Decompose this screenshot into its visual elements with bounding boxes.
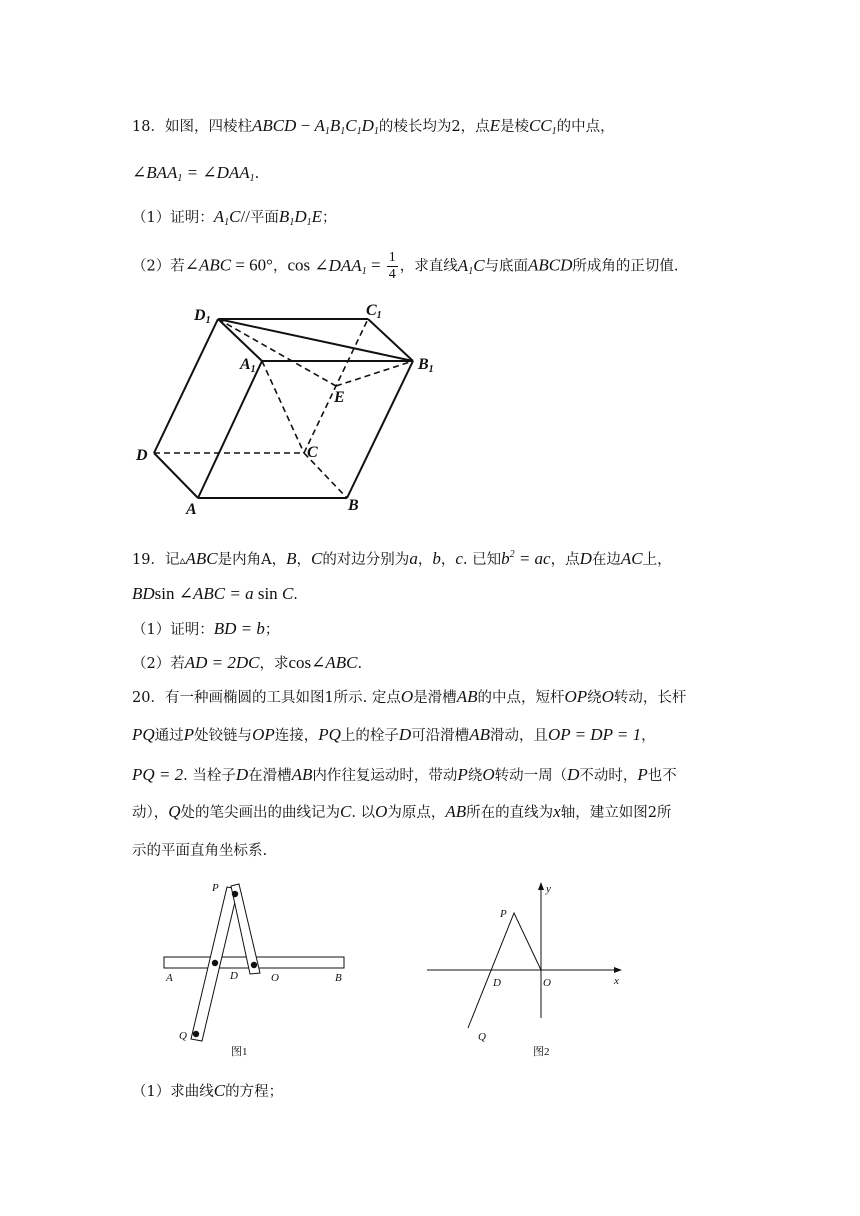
label-A: A (186, 501, 197, 518)
figure-1-caption: 图1 (231, 1046, 248, 1058)
q19-number: 19． (132, 552, 165, 568)
fig1-label-P: P (212, 882, 219, 894)
angle-equality: $\angle BAA_1$ = $\angle DAA_1$ (132, 163, 255, 184)
x-axis-arrow-icon (614, 967, 622, 973)
q20-line2: PQ通过P处铰链与OP连接，PQ上的栓子D可沿滑槽AB滑动，且OP = DP = 1， (132, 725, 656, 744)
q19-line2: BDsin ∠ABC = a sin C. (132, 584, 298, 603)
label-B: B (348, 497, 359, 514)
y-axis-arrow-icon (538, 882, 544, 890)
label-C: C (307, 444, 318, 461)
fig1-label-A: A (166, 972, 173, 984)
q20-line4: 动），Q处的笔尖画出的曲线记为C. 以O为原点，AB所在的直线为x轴，建立如图2所 (132, 802, 672, 821)
q19-part1: （1）证明：BD = b； (132, 619, 280, 638)
label-B1: B1 (418, 356, 434, 375)
q18-line1: 18．如图，四棱柱ABCD − $A_1B_1C_1D_1$的棱长均为2，点E是棱$CC_1$的中点， (132, 116, 615, 137)
fig1-label-D: D (230, 970, 238, 982)
fig2-label-x: x (614, 975, 619, 987)
fig2-label-O: O (543, 977, 551, 989)
fig2-label-D: D (493, 977, 501, 989)
q18-part2: （2）若∠ABC = 60°，$\cos \angle DAA_1$ = $\frac{1}{4}$ ，求直线$A_1C$与底面ABCD所成角的正切值. (132, 250, 679, 282)
fig1-label-O: O (271, 972, 279, 984)
q18-line2: $\angle BAA_1$ = $\angle DAA_1$. (132, 163, 260, 184)
label-E: E (334, 389, 345, 406)
q20-part1: （1）求曲线C的方程； (132, 1081, 284, 1100)
figure-2-caption: 图2 (533, 1046, 550, 1058)
q18-part1: （1）证明：$A_1C//$平面$B_1D_1E$； (132, 207, 337, 228)
q19-part2: （2）若AD = 2DC，求cos∠ABC. (132, 653, 363, 672)
q20-line5: 示的平面直角坐标系. (132, 843, 268, 859)
q20-line3: PQ = 2. 当栓子D在滑槽AB内作往复运动时，带动P绕O转动一周（D不动时，P也不 (132, 765, 677, 784)
fig2-label-Q: Q (478, 1031, 486, 1043)
fig1-label-Q: Q (179, 1030, 187, 1042)
q18-number: 18． (132, 119, 165, 135)
fig2-label-y: y (546, 883, 551, 895)
triangle-abc: ▵ABC (179, 549, 218, 568)
label-C1: C1 (366, 302, 382, 321)
q20-line1: 20．有一种画椭圆的工具如图1所示. 定点O是滑槽AB的中点，短杆OP绕O转动，长杆 (132, 687, 687, 706)
prism-name: ABCD (251, 116, 297, 135)
fraction-one-quarter: $\frac{1}{4}$ (388, 250, 396, 282)
fig2-label-P: P (500, 908, 507, 920)
label-D1: D1 (194, 307, 211, 326)
label-D: D (136, 447, 148, 464)
q19-line1: 19．记▵ABC是内角A，B，C的对边分别为a，b，c. 已知$b^2$ = ac，点D在边AC上， (132, 549, 672, 568)
label-A1: A1 (240, 356, 256, 375)
fig1-label-B: B (335, 972, 342, 984)
q20-number: 20． (132, 690, 165, 706)
